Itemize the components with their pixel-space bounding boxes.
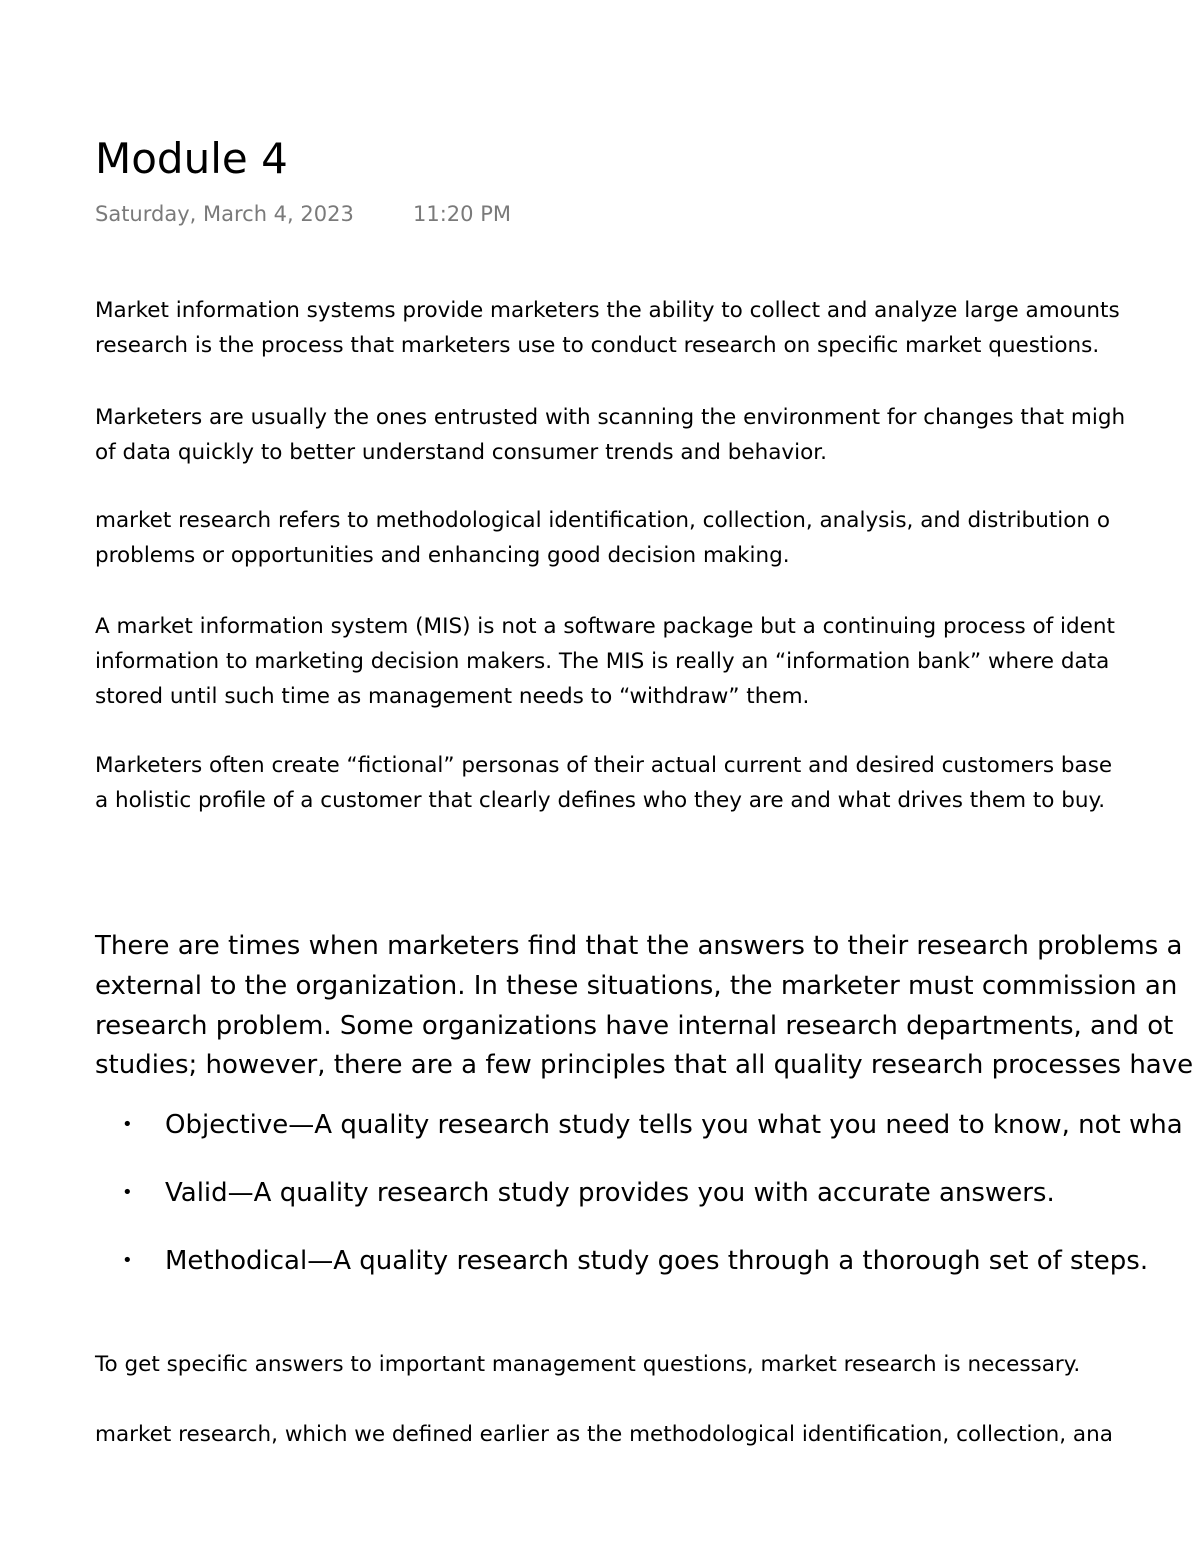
clipped-paragraph-line	[95, 1420, 1113, 1447]
bullet-item: Methodical—A quality research study goes through a thorough set of steps.	[165, 1246, 1149, 1276]
bullet-item: Valid—A quality research study provides you with accurate answers.	[165, 1178, 1055, 1208]
paragraph-line: problems or opportunities and enhancing good decision making.	[95, 543, 790, 568]
paragraph-line: Marketers are usually the ones entrusted with scanning the environment for changes that migh	[95, 405, 1126, 430]
page-metadata	[95, 200, 511, 228]
page-time: 11:20 PM	[413, 202, 511, 226]
paragraph-line: information to marketing decision makers. The MIS is really an “information bank” where data	[95, 649, 1110, 674]
page-title: Module 4	[95, 134, 288, 183]
paragraph-line: research is the process that marketers use to conduct research on specific market questions.	[95, 333, 1100, 358]
paragraph-line: There are times when marketers find that the answers to their research problems a	[95, 931, 1183, 961]
paragraph-line: a holistic profile of a customer that clearly defines who they are and what drives them to buy.	[95, 788, 1106, 813]
paragraph-line: market research refers to methodological identification, collection, analysis, and distribution o	[95, 508, 1111, 533]
bullet-marker: •	[122, 1250, 133, 1271]
bullet-marker: •	[122, 1182, 133, 1203]
page-date: Saturday, March 4, 2023	[95, 202, 354, 226]
paragraph-line: A market information system (MIS) is not a software package but a continuing process of ident	[95, 614, 1115, 639]
bullet-item: Objective—A quality research study tells you what you need to know, not wha	[165, 1110, 1183, 1140]
paragraph-line: of data quickly to better understand consumer trends and behavior.	[95, 440, 827, 465]
paragraph-line: stored until such time as management needs to “withdraw” them.	[95, 684, 810, 709]
clipped-paragraph-text: market research, which we defined earlier as the methodological identification, collection, ana	[95, 1422, 1113, 1447]
paragraph-line: To get specific answers to important management questions, market research is necessary.	[95, 1352, 1081, 1377]
bullet-marker: •	[122, 1114, 133, 1135]
paragraph-line: external to the organization. In these situations, the marketer must commission an	[95, 971, 1178, 1001]
paragraph-line: research problem. Some organizations have internal research departments, and ot	[95, 1011, 1174, 1041]
paragraph-line: studies; however, there are a few principles that all quality research processes have	[95, 1050, 1194, 1080]
paragraph-line: Marketers often create “fictional” personas of their actual current and desired customers base	[95, 753, 1113, 778]
paragraph-line: Market information systems provide marketers the ability to collect and analyze large amounts	[95, 298, 1120, 323]
